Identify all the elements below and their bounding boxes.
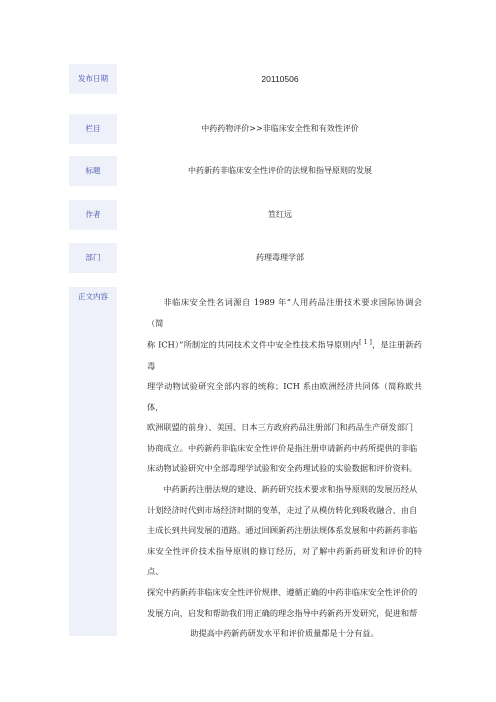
content-label: 正文内容 [69, 287, 117, 636]
reference-mark: [ 1 ] [359, 339, 372, 347]
author-row [69, 200, 439, 230]
body-line: 发展方向，启发和帮助我们用正确的理念指导中药新药开发研究，促进和帮 [147, 607, 418, 618]
body-line: 床动物试验研究中全部毒理学试验和安全药理试验的实验数据和评价资料。 [147, 463, 418, 474]
publish-date-value: 20110506 [261, 74, 299, 84]
article-title: 中药新药非临床安全性评价的法规和指导原则的发展 [188, 166, 372, 175]
body-line: 探究中药新药非临床安全性评价规律、遵循正确的中药非临床安全性评价的 [147, 587, 418, 598]
dept-label: 部门 [69, 243, 117, 273]
column-label: 栏目 [69, 114, 117, 144]
publish-date-label: 发布日期 [69, 64, 117, 94]
body-line: 中药新药注册法规的建设、新药研究技术要求和指导原则的发展历经从 [163, 484, 418, 495]
paragraph-2 [147, 479, 422, 644]
title-label: 标题 [69, 156, 117, 186]
body-line: 协商成立。中药新药非临床安全性评价是指注册申请新药中药所提供的非临 [147, 442, 418, 453]
body-line: 非临床安全性名词源自 1989 年“人用药品注册技术要求国际协调会（简 [147, 297, 422, 328]
author-label: 作者 [69, 200, 117, 230]
paragraph-1 [147, 292, 422, 479]
body-line: 欧洲联盟的前身）、美国、日本三方政府药品注册部门和药品生产研发部门 [147, 422, 414, 433]
dept-value: 药理毒理学部 [256, 253, 304, 262]
column-row [69, 114, 439, 144]
dept-row [69, 243, 439, 273]
article-body [147, 292, 422, 644]
body-line: 床安全性评价技术指导原则的修订经历，对了解中药新药研发和评价的特点、 [147, 545, 422, 577]
column-value: 中药药物评价>>非临床安全性和有效性评价 [201, 124, 359, 133]
body-line: 计划经济时代到市场经济时期的变革，走过了从模仿转化到吸收融合、由自 [147, 504, 418, 515]
body-line: 助提高中药新药研发水平和评价质量都是十分有益。 [190, 628, 379, 639]
body-line: 称 ICH）”所制定的共同技术文件中安全性技术指导原则内[ 1 ]，是注册新药毒 [147, 339, 422, 371]
publish-date-row [69, 64, 439, 94]
body-line: 理学动物试验研究全部内容的统称；ICH 系由欧洲经济共同体（简称欧共体， [147, 381, 422, 412]
author-value: 笪红远 [268, 210, 292, 219]
title-row [69, 156, 439, 186]
body-line: 主成长到共同发展的道路。通过回顾新药注册法规体系发展和中药新药非临 [147, 525, 418, 536]
